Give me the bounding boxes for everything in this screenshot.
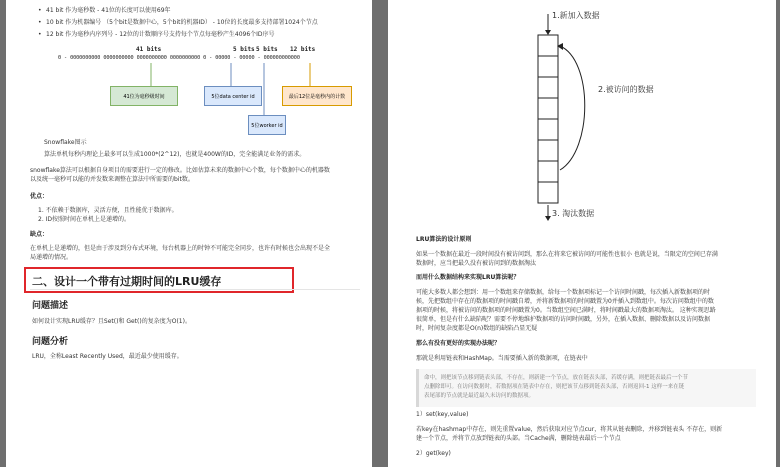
bit-string: 0 - 0000000000 0000000000 0000000000 0000000000 0 - 00000 - 00000 - 000000000000 — [58, 55, 300, 61]
diagram-caption: Snowflake图示 — [44, 139, 87, 146]
subheading-analysis: 问题分析 — [32, 337, 69, 347]
array-approach-3: 据项的时候，将被访问的数据项的时间戳置为0。当数组空间已满时，将时间戳最大的数据项淘汰。 这种实现思路 — [416, 307, 716, 314]
question-better-way: 那么有没有更好的实现办法呢？ — [416, 340, 501, 347]
bullet-12bit: • 12 bit 作为毫秒内序列号 - 12位的计数顺序号支持每个节点每毫秒产生4096个ID序号 — [46, 31, 275, 39]
bits-label-5a: 5 bits — [233, 46, 255, 53]
lru-principle-title: LRU算法的设计原则 — [416, 236, 472, 243]
box-datacenter-id: 5位data center id — [204, 86, 262, 106]
box-timestamp: 41位为毫秒级时间 — [110, 86, 178, 106]
section-heading-lru: 二、设计一个带有过期时间的LRU缓存 — [32, 275, 222, 288]
quote-line-1: 命中，则把该节点移到链表头部，不存在，则新建一个节点，放在链表头部，若缓存满，则把链表最后一个节 — [424, 375, 689, 381]
box-sequence: 最后12位是毫秒内的计数 — [282, 86, 352, 106]
diagram-connectors — [6, 0, 372, 140]
advantages-title: 优点： — [30, 193, 49, 200]
box-worker-id: 5位worker id — [248, 115, 286, 135]
heading-divider — [30, 289, 360, 290]
document-page-left — [6, 0, 372, 467]
analysis-text: LRU，全称Least Recently Used，最近最少使用缓存。 — [32, 353, 183, 360]
bits-label-41: 41 bits — [136, 46, 162, 53]
linked-list-intro: 那就是利用链表和HashMap。当需要插入新的数据项，在链表中 — [416, 355, 588, 362]
method-set-line-1: 若key在hashmap中存在，则先重置value，然后获取对应节点cur，将其从链表删除，并移到链表头 不存在，则新 — [416, 426, 723, 433]
bullet-41bit: • 41 bit 作为毫秒数 - 41位的长度可以使用69年 — [46, 7, 171, 15]
array-approach-5: 时，时间复杂度都是O(n)数组的缺陷凸显无疑 — [416, 325, 538, 332]
label-new-data: 1.新加入数据 — [552, 11, 600, 20]
bits-label-12: 12 bits — [290, 46, 316, 53]
bullet-10bit: • 10 bit 作为机器编号 （5个bit是数据中心，5个bit的机器ID） - 10位的长度最多支持部署1024个节点 — [46, 19, 318, 27]
lru-stack-diagram — [388, 0, 776, 230]
bits-label-5b: 5 bits — [256, 46, 278, 53]
subheading-problem: 问题描述 — [32, 301, 69, 311]
problem-text: 如何设计实现LRU缓存？且Set()和 Get()的复杂度为O(1)。 — [32, 318, 191, 325]
paragraph-modify-2: 以及统一毫秒可以能的并发数来调整在算法中所需要的bit数。 — [30, 176, 194, 183]
disadvantages-title: 缺点： — [30, 231, 49, 238]
principle-line-1: 如果一个数据在最近一段时间没有被访问到，那么在将来它被访问的可能性也很小 也就是说，当限定的空间已存满 — [416, 251, 718, 258]
array-approach-4: 很简单，但是有什么缺陷呢？需要不停地维护数据项的访问时间戳，另外，在插入数据、删除数据以及访问数据 — [416, 316, 711, 323]
label-evicted-data: 3. 淘汰数据 — [552, 209, 595, 218]
advantage-1: 1. 不依赖于数据库，灵活方便，且性能优于数据库。 — [38, 207, 178, 214]
method-set-line-2: 建一个节点，并将节点放到链表的头部。当Cache满，删除链表最后一个节点 — [416, 435, 621, 442]
quote-line-3: 表尾部的节点就是最近最久未访问的数据项。 — [424, 393, 535, 399]
advantage-2: 2. ID按照时间在单机上是递增的。 — [38, 216, 131, 223]
disadvantage-1: 在单机上是递增的，但是由于涉及到分布式环境，每台机器上的时钟不可能完全同步，也许有时候也会出现不是全 — [30, 245, 331, 252]
paragraph-modify-1: snowflake算法可以根据自身项目的需要进行一定的修改。比如估算未来的数据中心个数，每个数据中心的机器数 — [30, 167, 330, 174]
principle-line-2: 数据时，应当把最久没有被访问到的数据淘汰 — [416, 260, 537, 267]
array-approach-1: 可能大多数人都会想到：用一个数组来存储数据，给每一个数据项标记一个访问时间戳，每次插入新数据项的时 — [416, 289, 711, 296]
quote-line-2: 点删除即可。在访问数据时，若数据项在链表中存在，则把该节点移到链表头部，否则返回-1 这样一来在链 — [424, 384, 685, 390]
document-page-right — [388, 0, 776, 467]
method-set-title: 1）set(key,value) — [416, 411, 469, 418]
array-approach-2: 候，先把数组中存在的数据项的时间戳自增，并将新数据项的时间戳置为0并插入到数组中。每次访问数组中的数 — [416, 298, 714, 305]
label-accessed-data: 2.被访问的数据 — [598, 85, 654, 94]
question-data-structure: 而用什么数据结构来实现LRU算法呢？ — [416, 274, 520, 281]
paragraph-throughput: 算法单机每秒内理论上最多可以生成1000*(2^12)，也就是400W的ID，完全能满足业务的需求。 — [44, 151, 306, 158]
method-get-title: 2）get(key) — [416, 450, 451, 457]
disadvantage-2: 局递增的情况。 — [30, 254, 73, 261]
